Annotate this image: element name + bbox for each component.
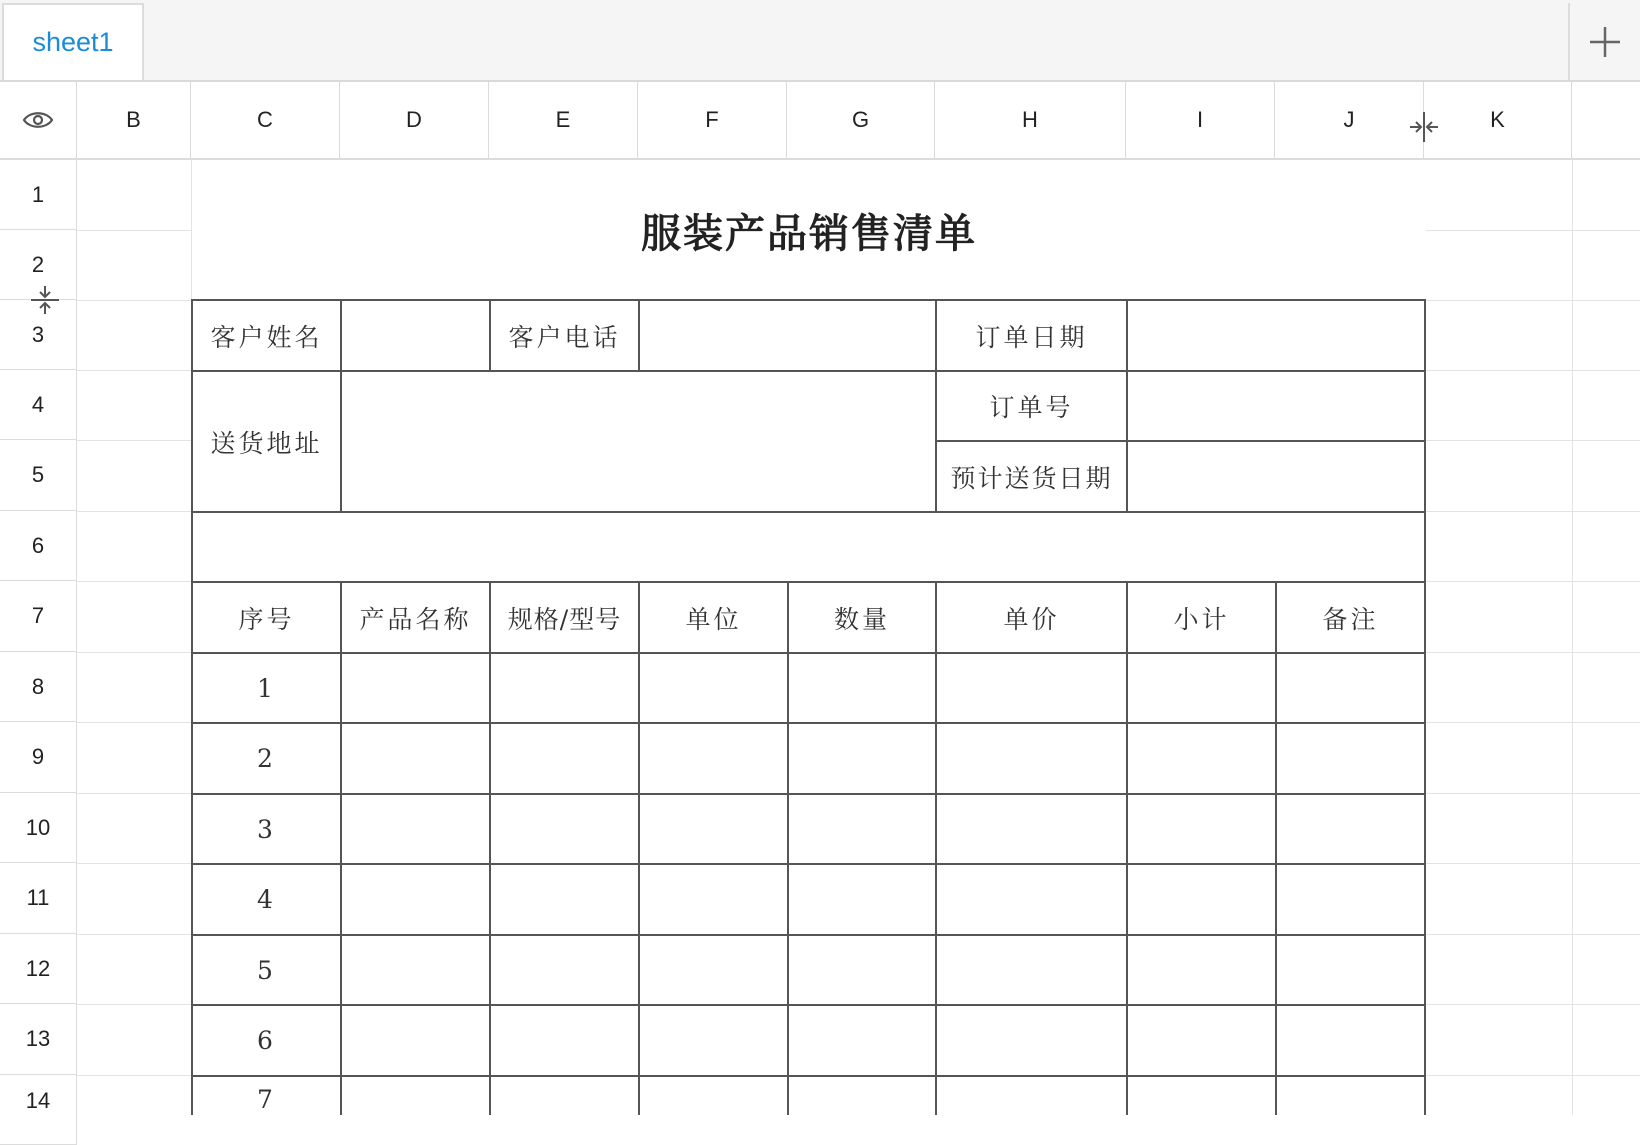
- col-header-I[interactable]: I: [1126, 82, 1275, 158]
- data-cell[interactable]: [935, 722, 1128, 795]
- data-cell[interactable]: [787, 793, 937, 865]
- seq-cell[interactable]: 4: [191, 863, 342, 936]
- data-cell[interactable]: [638, 1075, 789, 1115]
- customer-name-label[interactable]: 客户姓名: [191, 299, 342, 372]
- col-header-F[interactable]: F: [638, 82, 787, 158]
- data-cell[interactable]: [489, 863, 640, 936]
- data-cell[interactable]: [489, 793, 640, 865]
- data-cell[interactable]: [935, 863, 1128, 936]
- data-cell[interactable]: [489, 934, 640, 1006]
- data-cell[interactable]: [340, 722, 491, 795]
- data-cell[interactable]: [935, 1075, 1128, 1115]
- data-cell[interactable]: [935, 793, 1128, 865]
- data-cell[interactable]: [489, 652, 640, 724]
- row-header-5[interactable]: 5: [0, 440, 77, 511]
- data-cell[interactable]: [1126, 934, 1277, 1006]
- data-cell[interactable]: [638, 793, 789, 865]
- expand-hidden-column-icon[interactable]: [1406, 110, 1442, 144]
- col-header-H[interactable]: H: [935, 82, 1126, 158]
- data-cell[interactable]: [638, 1004, 789, 1077]
- row-header-9[interactable]: 9: [0, 722, 77, 793]
- data-cell[interactable]: [489, 722, 640, 795]
- data-cell[interactable]: [787, 652, 937, 724]
- row-header-14[interactable]: 14: [0, 1075, 77, 1145]
- row-header-10[interactable]: 10: [0, 793, 77, 863]
- row-header-6[interactable]: 6: [0, 511, 77, 581]
- data-cell[interactable]: [1275, 722, 1426, 795]
- data-cell[interactable]: [1275, 652, 1426, 724]
- customer-phone-label[interactable]: 客户电话: [489, 299, 640, 372]
- customer-name-value[interactable]: [340, 299, 491, 372]
- expand-hidden-row-icon[interactable]: [28, 283, 62, 317]
- customer-phone-value[interactable]: [638, 299, 937, 372]
- order-date-value[interactable]: [1126, 299, 1426, 372]
- header-seq[interactable]: 序号: [191, 581, 342, 654]
- form-title[interactable]: 服装产品销售清单: [191, 160, 1426, 300]
- seq-cell[interactable]: 2: [191, 722, 342, 795]
- header-unit[interactable]: 单位: [638, 581, 789, 654]
- data-cell[interactable]: [1275, 934, 1426, 1006]
- seq-cell[interactable]: 5: [191, 934, 342, 1006]
- data-cell[interactable]: [1126, 722, 1277, 795]
- data-cell[interactable]: [1126, 1075, 1277, 1115]
- data-cell[interactable]: [1126, 652, 1277, 724]
- data-cell[interactable]: [935, 1004, 1128, 1077]
- data-cell[interactable]: [787, 934, 937, 1006]
- plus-icon: [1587, 24, 1623, 60]
- data-cell[interactable]: [1126, 793, 1277, 865]
- data-cell[interactable]: [1126, 863, 1277, 936]
- row-header-13[interactable]: 13: [0, 1004, 77, 1075]
- data-cell[interactable]: [935, 934, 1128, 1006]
- data-cell[interactable]: [340, 1075, 491, 1115]
- eta-label[interactable]: 预计送货日期: [935, 440, 1128, 513]
- address-label[interactable]: 送货地址: [191, 370, 342, 513]
- data-cell[interactable]: [638, 934, 789, 1006]
- row-header-1[interactable]: 1: [0, 160, 77, 230]
- data-cell[interactable]: [340, 863, 491, 936]
- data-cell[interactable]: [1275, 1004, 1426, 1077]
- order-date-label[interactable]: 订单日期: [935, 299, 1128, 372]
- data-cell[interactable]: [340, 1004, 491, 1077]
- col-header-K[interactable]: K: [1424, 82, 1572, 158]
- spacer-row[interactable]: [191, 511, 1426, 583]
- toggle-visibility-button[interactable]: [0, 82, 77, 158]
- row-header-11[interactable]: 11: [0, 863, 77, 934]
- row-header-8[interactable]: 8: [0, 652, 77, 722]
- sheet-tab-bar: [0, 0, 1640, 82]
- seq-cell[interactable]: 1: [191, 652, 342, 724]
- data-cell[interactable]: [340, 934, 491, 1006]
- header-remark[interactable]: 备注: [1275, 581, 1426, 654]
- data-cell[interactable]: [787, 863, 937, 936]
- eye-icon: [22, 109, 54, 131]
- data-cell[interactable]: [787, 1075, 937, 1115]
- header-spec[interactable]: 规格/型号: [489, 581, 640, 654]
- col-header-E[interactable]: E: [489, 82, 638, 158]
- eta-value[interactable]: [1126, 440, 1426, 513]
- add-sheet-button[interactable]: [1568, 3, 1640, 80]
- col-header-B[interactable]: B: [77, 82, 191, 158]
- data-cell[interactable]: [638, 722, 789, 795]
- data-cell[interactable]: [787, 722, 937, 795]
- data-cell[interactable]: [1275, 793, 1426, 865]
- seq-cell[interactable]: 6: [191, 1004, 342, 1077]
- order-no-value[interactable]: [1126, 370, 1426, 442]
- row-header-12[interactable]: 12: [0, 934, 77, 1004]
- address-value[interactable]: [340, 370, 937, 513]
- data-cell[interactable]: [1275, 1075, 1426, 1115]
- col-header-J[interactable]: J: [1275, 82, 1424, 158]
- data-cell[interactable]: [489, 1004, 640, 1077]
- cell-grid[interactable]: [77, 160, 1640, 1115]
- order-no-label[interactable]: 订单号: [935, 370, 1128, 442]
- data-cell[interactable]: [935, 652, 1128, 724]
- column-header-bar: [0, 82, 1640, 160]
- data-cell[interactable]: [787, 1004, 937, 1077]
- col-header-C[interactable]: C: [191, 82, 340, 158]
- row-header-3[interactable]: 3: [0, 300, 77, 370]
- sheet-tab-sheet1[interactable]: sheet1: [2, 3, 144, 80]
- data-cell[interactable]: [340, 652, 491, 724]
- data-cell[interactable]: [489, 1075, 640, 1115]
- data-cell[interactable]: [638, 863, 789, 936]
- header-subtotal[interactable]: 小计: [1126, 581, 1277, 654]
- row-header-7[interactable]: 7: [0, 581, 77, 652]
- col-header-G[interactable]: G: [787, 82, 935, 158]
- data-cell[interactable]: [1275, 863, 1426, 936]
- header-quantity[interactable]: 数量: [787, 581, 937, 654]
- col-header-D[interactable]: D: [340, 82, 489, 158]
- seq-cell[interactable]: 3: [191, 793, 342, 865]
- header-unit-price[interactable]: 单价: [935, 581, 1128, 654]
- row-header-2[interactable]: 2: [0, 230, 77, 300]
- data-cell[interactable]: [1126, 1004, 1277, 1077]
- header-product-name[interactable]: 产品名称: [340, 581, 491, 654]
- seq-cell[interactable]: 7: [191, 1075, 342, 1115]
- data-cell[interactable]: [638, 652, 789, 724]
- data-cell[interactable]: [340, 793, 491, 865]
- row-header-4[interactable]: 4: [0, 370, 77, 440]
